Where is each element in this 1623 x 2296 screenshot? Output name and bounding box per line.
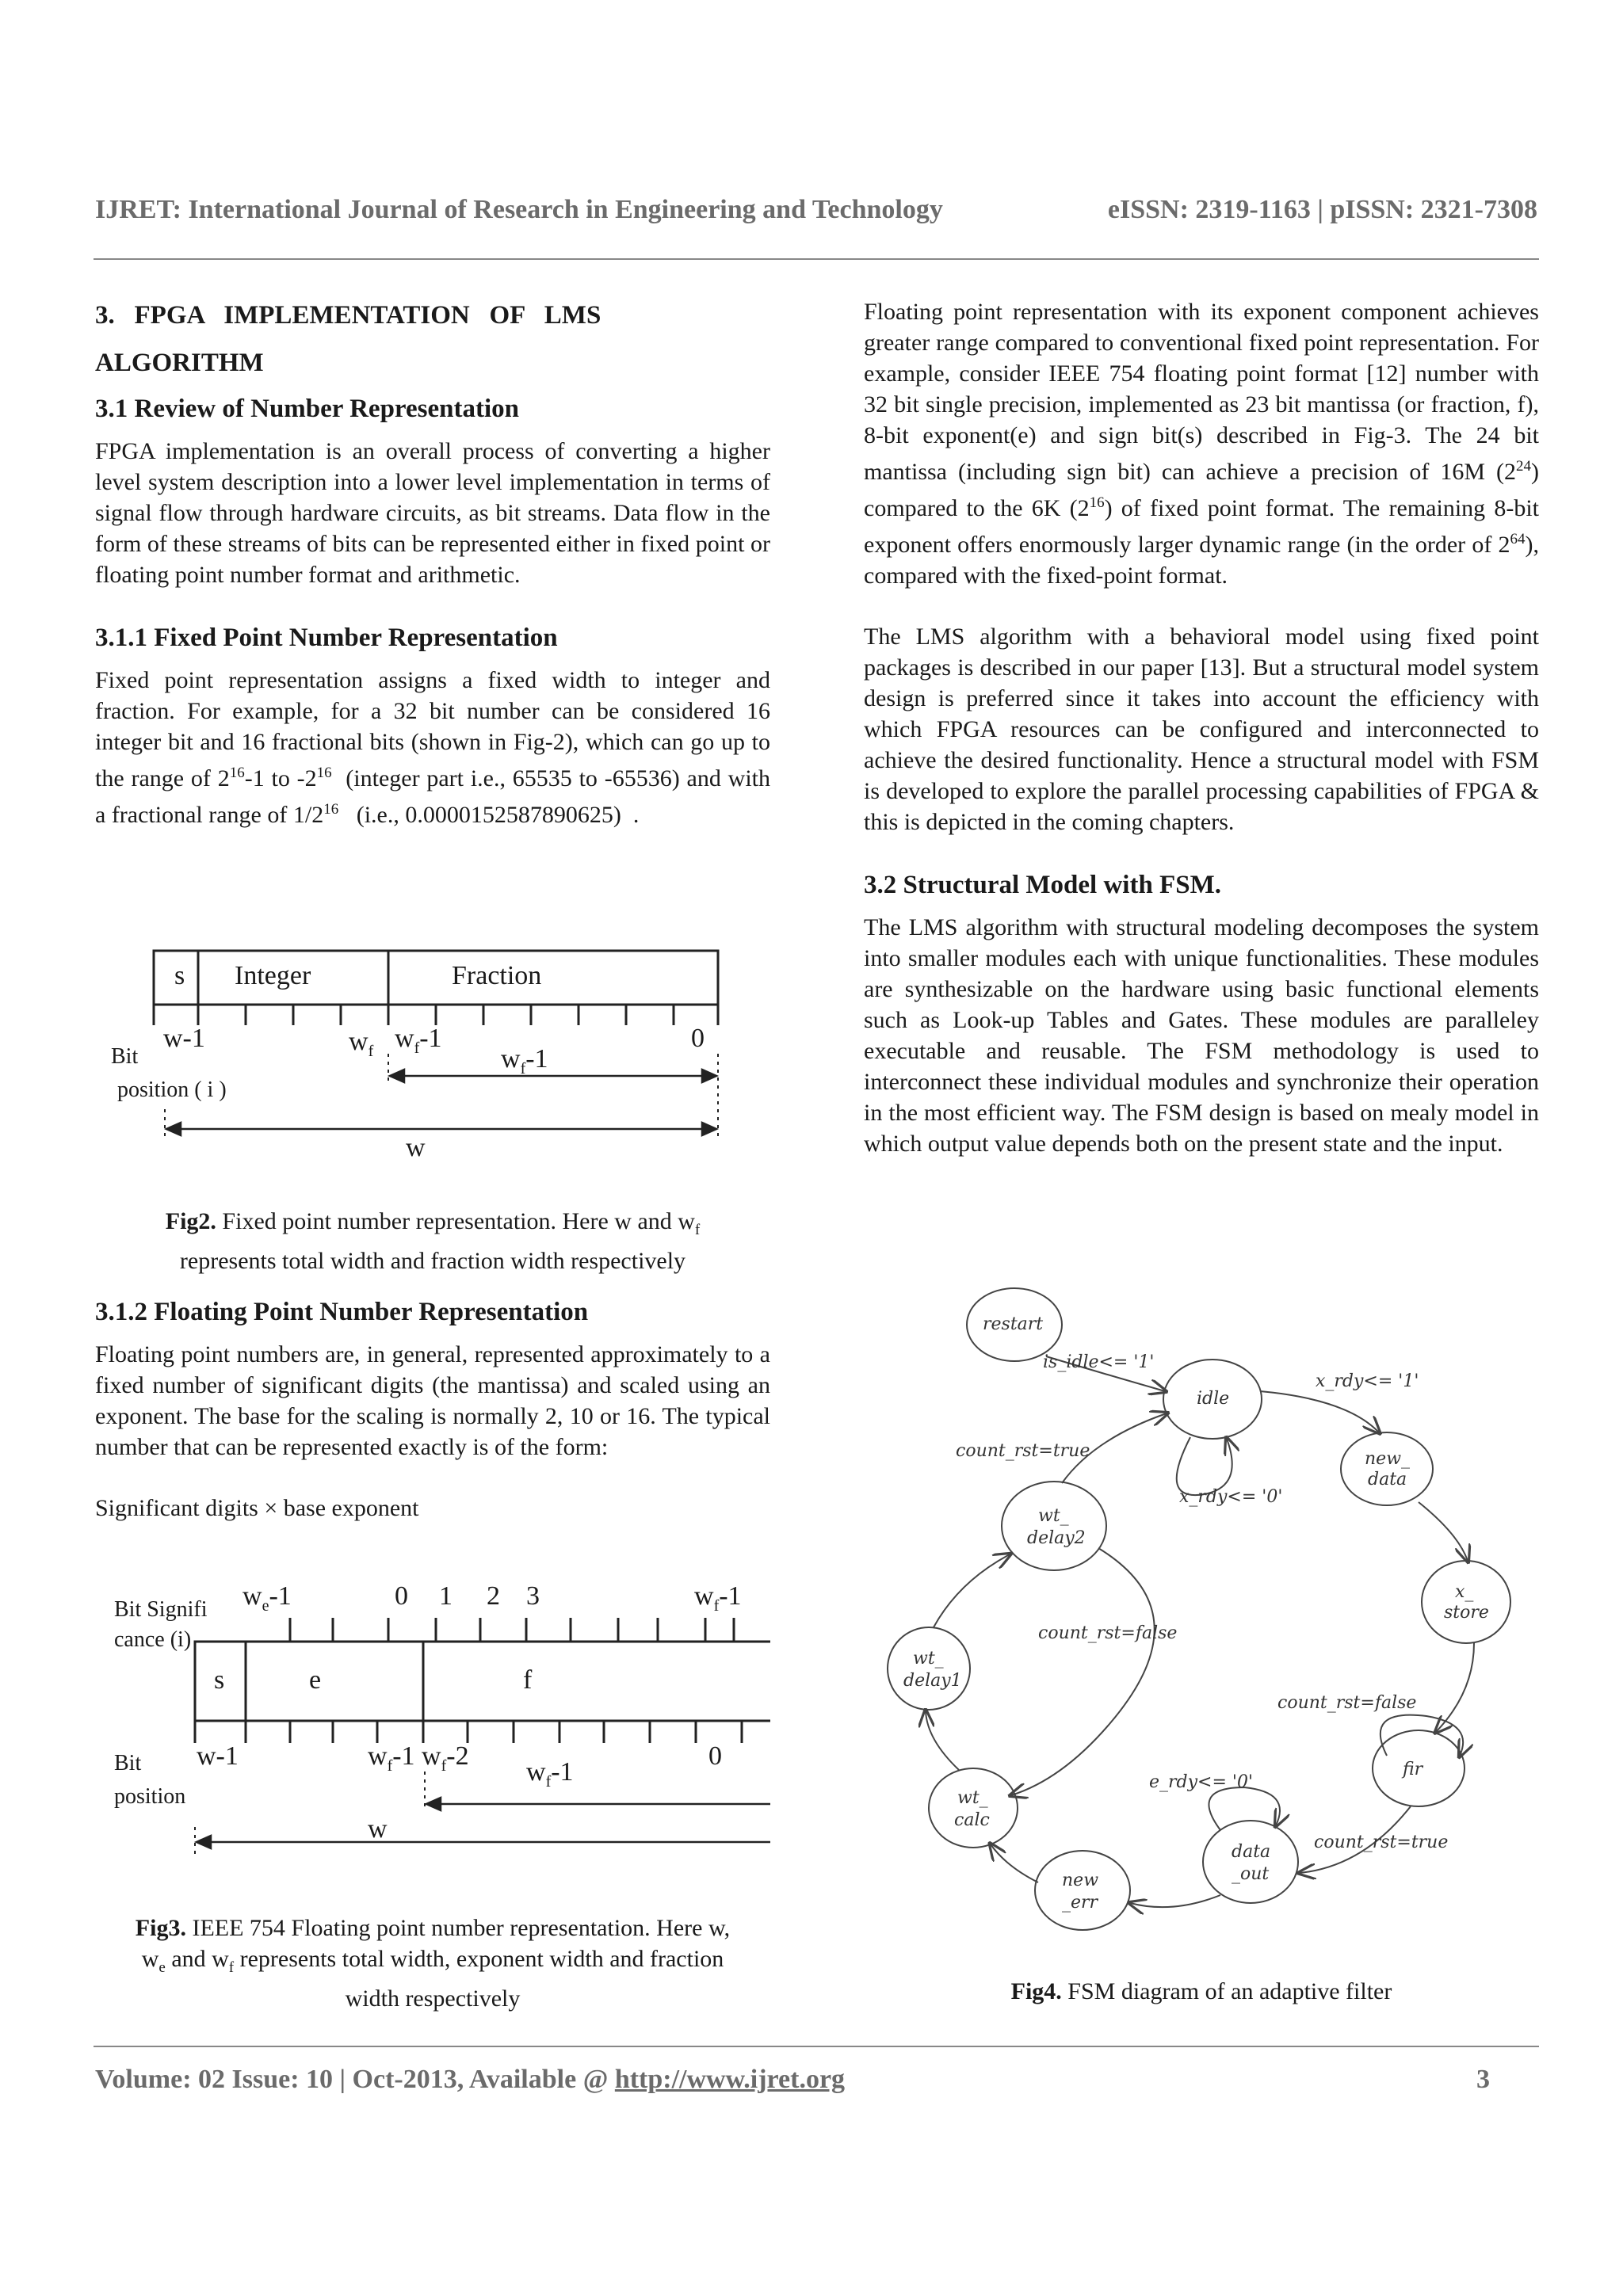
footer-text: Volume: 02 Issue: 10 | Oct-2013, Available @	[95, 2065, 615, 2094]
journal-name: IJRET: International Journal of Research in Engineering and Technology	[95, 195, 943, 224]
label-wt-calc-b: calc	[954, 1810, 990, 1830]
transition-xrdy0: x_rdy<= '0'	[1179, 1487, 1283, 1507]
transition-is-idle: is_idle<= '1'	[1043, 1352, 1155, 1372]
label-x-store-b: store	[1444, 1603, 1489, 1623]
header-rule	[94, 258, 1539, 260]
fig4-diagram	[872, 1280, 1529, 1962]
state-x-store	[1422, 1561, 1510, 1643]
fig3-bitsig-label-b: cance (i)	[114, 1627, 192, 1652]
fig3-cell-f: f	[523, 1665, 533, 1695]
issn: eISSN: 2319-1163 | pISSN: 2321-7308	[1107, 195, 1537, 224]
right-para-3: The LMS algorithm with structural modeling decomposes the system into smaller modules each with unique functionalities. These modules are synthesizable on the hardware using basic functional elements such as Look-up Tables and Gates. These modules are paralleley executable and reusable. The FSM methodology is used to interconnect these individual modules and synchronize their operation in the most efficient way. The FSM design is based on mealy model in which output value depends both on the present state and the input.	[864, 914, 1539, 1157]
fig2-wf1-label: $w_f-1$	[395, 1024, 442, 1057]
label-wt-calc-a: wt_	[957, 1788, 988, 1808]
transition-count-true: count_rst=true	[956, 1441, 1090, 1461]
state-new-err	[1035, 1851, 1130, 1930]
fig3-diagram	[95, 1581, 770, 1870]
fig2-bit-label: Bit	[111, 1044, 139, 1069]
page-number: 3	[1476, 2065, 1490, 2094]
fig3-cell-e: e	[309, 1665, 322, 1695]
state-wt-delay2	[1002, 1482, 1106, 1570]
fig3-we-label: $w_e-1$	[242, 1581, 292, 1615]
fig3-zero-label: 0	[708, 1741, 722, 1771]
fig3-2-label: 2	[487, 1581, 500, 1611]
fig2-span-wf-label: $w_f-1$	[501, 1044, 548, 1077]
fig2-cell-s: s	[174, 961, 185, 990]
right-column	[864, 296, 1539, 1159]
right-para-1: Floating point representation with its exponent component achieves greater range compared to conventional fixed point representation. For example, consider IEEE 754 floating point format [12] number with 32 bit single precision, implemented as 23 bit mantissa (or fraction, f), 8-bit exponent(e) and sign bit(s) described in Fig-3. The 24 bit mantissa (including sign bit) can achieve a precision of 16M $(2^{24})$ compared to the 6K $(2^{16})$ of fixed point format. The remaining 8-bit exponent offers enormously larger dynamic range (in the order of $2^{64}$), compared with the fixed-point format.	[864, 299, 1539, 589]
subsection-311-text: Fixed point representation assigns a fixed width to integer and fraction. For example, for a 32 bit number can be considered 16 integer bit and 16 fractional bits (shown in Fig-2), which can go up to the range of $2^{16}-1$ to $-2^{16}$ (integer part i.e., 65535 to -65536) and with a fractional range of $1/2^{16}$ (i.e., 0.0000152587890625) .	[95, 667, 777, 828]
fig4-caption: Fig4. FSM diagram of an adaptive filter	[1010, 1978, 1392, 2004]
state-wt-calc	[929, 1768, 1018, 1848]
subsection-312-text: Floating point numbers are, in general, represented approximately to a fixed number of significant digits (the mantissa) and scaled using an exponent. The base for the scaling is normally 2, 10 or 16. The typical number that can be represented exactly is of the form:	[95, 1341, 770, 1460]
label-x-store-a: x_	[1455, 1582, 1474, 1602]
label-new-err-b: _err	[1062, 1893, 1098, 1913]
transition-count-false-2: count_rst=false	[1277, 1693, 1417, 1713]
right-para-2: The LMS algorithm with a behavioral model using fixed point packages is described in our paper [13]. But a structural model system design is preferred since it takes into account the efficiency with which FPGA resources can be configured and interconnected to achieve the desired functionality. Hence a structural model with FSM is developed to explore the parallel processing capabilities of FPGA & this is depicted in the coming chapters.	[864, 624, 1539, 835]
state-data-out	[1203, 1821, 1298, 1903]
label-fir: fir	[1403, 1760, 1423, 1779]
fig3-wf-pos-label: $w_f-1$ $w_f-2$	[368, 1741, 469, 1775]
state-wt-delay1	[888, 1627, 970, 1710]
fig2-cell-integer: Integer	[235, 961, 311, 990]
label-new-err-a: new	[1062, 1871, 1099, 1890]
fig3-caption: Fig3. IEEE 754 Floating point number representation. Here w, $w_e$ and $w_f$ represents total width, exponent width and fraction width respectively	[135, 1915, 731, 2012]
subsection-312-title: 3.1.2 Floating Point Number Representation	[95, 1298, 589, 1326]
fig2-position-label: position ( i )	[117, 1077, 227, 1102]
fig3-cell-s: s	[214, 1665, 225, 1695]
subsection-31-text: FPGA implementation is an overall process of converting a higher level system description into a lower level implementation in terms of signal flow through hardware circuits, as bit streams. Data flow in the form of these streams of bits can be represented either in fixed point or floating point number format and arithmetic.	[95, 438, 770, 588]
label-new-data-b: data	[1368, 1470, 1407, 1489]
left-column-lower	[95, 1293, 770, 1524]
fig2-span-w-label: w	[406, 1133, 426, 1162]
footer	[95, 2065, 1537, 2095]
label-idle: idle	[1197, 1389, 1230, 1409]
transition-count-true-2: count_rst=true	[1314, 1833, 1449, 1852]
transition-erdy: e_rdy<= '0'	[1149, 1772, 1254, 1792]
fig2-caption: Fig2. Fixed point number representation. Here w and $w_f$ represents total width and fraction width respectively	[165, 1208, 701, 1274]
fig2-cell-fraction: Fraction	[452, 961, 542, 990]
label-wt-delay1-a: wt_	[913, 1649, 944, 1669]
label-wt-delay1-b: delay1	[903, 1671, 962, 1691]
subsection-311-title: 3.1.1 Fixed Point Number Representation	[95, 624, 558, 652]
fig3-lines	[95, 1585, 770, 1870]
fig3-bit-label: Bit	[114, 1751, 142, 1775]
fig3-bitsig-label-a: Bit Signifi	[114, 1597, 208, 1622]
label-data-out-a: data	[1232, 1842, 1271, 1862]
transition-xrdy1: x_rdy<= '1'	[1316, 1371, 1419, 1391]
label-data-out-b: _out	[1232, 1864, 1270, 1884]
formula-text: Significant digits × base exponent	[95, 1495, 419, 1521]
fig3-1-label: 1	[439, 1581, 453, 1611]
fig3-w1-label: w-1	[197, 1741, 239, 1771]
section-title-line2: ALGORITHM	[95, 349, 264, 377]
fig3-span-w-label: w	[368, 1814, 388, 1844]
footer-rule	[94, 2046, 1539, 2047]
fig3-wf-top-label: $w_f-1$	[694, 1581, 742, 1615]
subsection-32-title: 3.2 Structural Model with FSM.	[864, 871, 1221, 899]
section-title-line1: 3. FPGA IMPLEMENTATION OF LMS	[95, 301, 601, 330]
footer-link[interactable]: http://www.ijret.org	[614, 2065, 846, 2094]
running-header	[95, 195, 1537, 227]
fsm-graph	[872, 1280, 1529, 1962]
fig3-position-label: position	[114, 1784, 186, 1809]
subsection-31-title: 3.1 Review of Number Representation	[95, 395, 519, 423]
label-wt-delay2-b: delay2	[1027, 1528, 1086, 1548]
state-new-data	[1341, 1432, 1433, 1505]
fig2-diagram	[95, 943, 770, 1212]
fig3-3-label: 3	[526, 1581, 540, 1611]
label-new-data-a: new_	[1365, 1449, 1411, 1469]
left-column	[95, 292, 777, 830]
fig2-w1-label: w-1	[163, 1024, 205, 1053]
fig2-zero-label: 0	[691, 1024, 705, 1053]
fig3-0-label: 0	[395, 1581, 408, 1611]
fig3-span-wf-label: $w_f-1$	[526, 1757, 574, 1791]
fig2-wf-label: $w_f$	[349, 1027, 374, 1060]
transition-count-false: count_rst=false	[1038, 1623, 1178, 1643]
label-restart: restart	[983, 1314, 1044, 1334]
label-wt-delay2-a: wt_	[1038, 1506, 1069, 1526]
